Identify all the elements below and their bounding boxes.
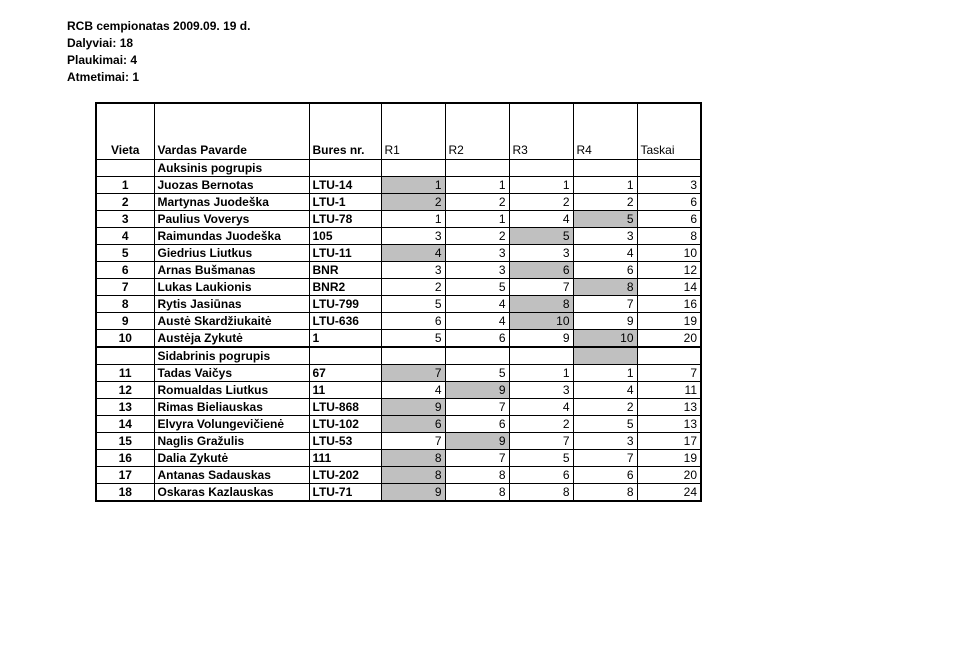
place-cell: 10 (96, 330, 154, 348)
col-header-sail: Bures nr. (309, 103, 381, 160)
group-label: Auksinis pogrupis (154, 160, 309, 177)
col-header-r2: R2 (445, 103, 509, 160)
race-r3-cell: 3 (509, 245, 573, 262)
points-cell: 6 (637, 194, 701, 211)
participants-count: Dalyviai: 18 (67, 36, 134, 50)
group-empty-cell (445, 347, 509, 365)
group-empty-cell (445, 160, 509, 177)
race-r2-cell: 1 (445, 211, 509, 228)
race-r3-cell: 8 (509, 296, 573, 313)
name-cell: Lukas Laukionis (154, 279, 309, 296)
race-r1-cell: 2 (381, 279, 445, 296)
name-cell: Giedrius Liutkus (154, 245, 309, 262)
race-r3-cell: 1 (509, 177, 573, 194)
points-cell: 20 (637, 467, 701, 484)
points-cell: 17 (637, 433, 701, 450)
race-r2-cell: 2 (445, 194, 509, 211)
place-cell: 14 (96, 416, 154, 433)
race-r1-cell: 6 (381, 416, 445, 433)
race-r3-cell: 5 (509, 228, 573, 245)
name-cell: Austėja Zykutė (154, 330, 309, 348)
race-r4-cell: 3 (573, 433, 637, 450)
name-cell: Romualdas Liutkus (154, 382, 309, 399)
race-r4-cell: 5 (573, 416, 637, 433)
race-r4-cell: 6 (573, 467, 637, 484)
place-cell: 4 (96, 228, 154, 245)
table-row (96, 245, 701, 262)
group-empty-cell (381, 160, 445, 177)
table-row (96, 484, 701, 502)
points-cell: 13 (637, 416, 701, 433)
name-cell: Tadas Vaičys (154, 365, 309, 382)
race-r1-cell: 9 (381, 399, 445, 416)
document-header (67, 18, 250, 86)
name-cell: Antanas Sadauskas (154, 467, 309, 484)
table-row (96, 433, 701, 450)
points-cell: 8 (637, 228, 701, 245)
race-r4-cell: 3 (573, 228, 637, 245)
race-r2-cell: 9 (445, 382, 509, 399)
table-row (96, 228, 701, 245)
race-r2-cell: 8 (445, 484, 509, 502)
table-row (96, 399, 701, 416)
race-r3-cell: 2 (509, 194, 573, 211)
race-r1-cell: 6 (381, 313, 445, 330)
points-cell: 20 (637, 330, 701, 348)
table-row (96, 177, 701, 194)
race-r4-cell: 6 (573, 262, 637, 279)
discards-count: Atmetimai: 1 (67, 70, 140, 84)
place-cell: 5 (96, 245, 154, 262)
race-r4-cell: 5 (573, 211, 637, 228)
races-count: Plaukimai: 4 (67, 53, 138, 67)
place-cell: 18 (96, 484, 154, 502)
sail-number-cell: LTU-53 (309, 433, 381, 450)
points-cell: 12 (637, 262, 701, 279)
table-row (96, 330, 701, 348)
place-cell: 7 (96, 279, 154, 296)
col-header-place: Vieta (96, 103, 154, 160)
race-r2-cell: 2 (445, 228, 509, 245)
table-row (96, 194, 701, 211)
table-row (96, 262, 701, 279)
table-row (96, 279, 701, 296)
name-cell: Arnas Bušmanas (154, 262, 309, 279)
points-cell: 3 (637, 177, 701, 194)
name-cell: Dalia Zykutė (154, 450, 309, 467)
sail-number-cell: LTU-1 (309, 194, 381, 211)
name-cell: Elvyra Volungevičienė (154, 416, 309, 433)
race-r4-cell: 1 (573, 177, 637, 194)
race-r3-cell: 7 (509, 279, 573, 296)
race-r3-cell: 3 (509, 382, 573, 399)
points-cell: 11 (637, 382, 701, 399)
race-r3-cell: 8 (509, 484, 573, 502)
table-row (96, 211, 701, 228)
race-r3-cell: 7 (509, 433, 573, 450)
race-r1-cell: 5 (381, 296, 445, 313)
group-empty-cell (309, 347, 381, 365)
race-r4-cell: 9 (573, 313, 637, 330)
race-r1-cell: 4 (381, 245, 445, 262)
race-r2-cell: 3 (445, 262, 509, 279)
place-cell: 1 (96, 177, 154, 194)
group-empty-cell (309, 160, 381, 177)
group-header-row (96, 347, 701, 365)
race-r3-cell: 4 (509, 211, 573, 228)
race-r1-cell: 3 (381, 228, 445, 245)
sail-number-cell: LTU-868 (309, 399, 381, 416)
group-empty-cell (573, 347, 637, 365)
place-cell: 9 (96, 313, 154, 330)
group-place-empty (96, 160, 154, 177)
sail-number-cell: LTU-102 (309, 416, 381, 433)
race-r3-cell: 6 (509, 262, 573, 279)
points-cell: 13 (637, 399, 701, 416)
table-row (96, 296, 701, 313)
race-r4-cell: 4 (573, 245, 637, 262)
race-r4-cell: 8 (573, 279, 637, 296)
race-r2-cell: 4 (445, 296, 509, 313)
table-row (96, 382, 701, 399)
championship-title: RCB cempionatas 2009.09. 19 d. (67, 19, 251, 33)
race-r2-cell: 7 (445, 399, 509, 416)
place-cell: 13 (96, 399, 154, 416)
race-r2-cell: 6 (445, 416, 509, 433)
sail-number-cell: LTU-14 (309, 177, 381, 194)
sail-number-cell: 111 (309, 450, 381, 467)
place-cell: 8 (96, 296, 154, 313)
race-r1-cell: 1 (381, 177, 445, 194)
race-r2-cell: 5 (445, 365, 509, 382)
race-r1-cell: 2 (381, 194, 445, 211)
place-cell: 12 (96, 382, 154, 399)
group-empty-cell (637, 347, 701, 365)
sail-number-cell: 105 (309, 228, 381, 245)
place-cell: 3 (96, 211, 154, 228)
sail-number-cell: 1 (309, 330, 381, 348)
group-empty-cell (573, 160, 637, 177)
name-cell: Austė Skardžiukaitė (154, 313, 309, 330)
race-r4-cell: 4 (573, 382, 637, 399)
race-r1-cell: 4 (381, 382, 445, 399)
table-row (96, 313, 701, 330)
sail-number-cell: LTU-799 (309, 296, 381, 313)
points-cell: 7 (637, 365, 701, 382)
race-r2-cell: 4 (445, 313, 509, 330)
place-cell: 6 (96, 262, 154, 279)
race-r3-cell: 5 (509, 450, 573, 467)
race-r3-cell: 2 (509, 416, 573, 433)
results-table (95, 102, 702, 502)
points-cell: 19 (637, 450, 701, 467)
race-r1-cell: 5 (381, 330, 445, 348)
race-r2-cell: 7 (445, 450, 509, 467)
col-header-r1: R1 (381, 103, 445, 160)
col-header-name: Vardas Pavarde (154, 103, 309, 160)
points-cell: 24 (637, 484, 701, 502)
sail-number-cell: LTU-202 (309, 467, 381, 484)
col-header-r4: R4 (573, 103, 637, 160)
race-r2-cell: 5 (445, 279, 509, 296)
sail-number-cell: LTU-636 (309, 313, 381, 330)
points-cell: 10 (637, 245, 701, 262)
place-cell: 16 (96, 450, 154, 467)
race-r1-cell: 8 (381, 450, 445, 467)
points-cell: 14 (637, 279, 701, 296)
race-r2-cell: 9 (445, 433, 509, 450)
race-r1-cell: 1 (381, 211, 445, 228)
race-r1-cell: 3 (381, 262, 445, 279)
place-cell: 15 (96, 433, 154, 450)
race-r3-cell: 9 (509, 330, 573, 348)
race-r3-cell: 6 (509, 467, 573, 484)
sail-number-cell: 11 (309, 382, 381, 399)
group-label: Sidabrinis pogrupis (154, 347, 309, 365)
sail-number-cell: LTU-71 (309, 484, 381, 502)
race-r2-cell: 3 (445, 245, 509, 262)
race-r4-cell: 7 (573, 450, 637, 467)
points-cell: 16 (637, 296, 701, 313)
name-cell: Paulius Voverys (154, 211, 309, 228)
race-r3-cell: 10 (509, 313, 573, 330)
group-empty-cell (637, 160, 701, 177)
col-header-r3: R3 (509, 103, 573, 160)
race-r4-cell: 8 (573, 484, 637, 502)
group-empty-cell (509, 160, 573, 177)
name-cell: Martynas Juodeška (154, 194, 309, 211)
name-cell: Naglis Gražulis (154, 433, 309, 450)
race-r4-cell: 7 (573, 296, 637, 313)
sail-number-cell: BNR2 (309, 279, 381, 296)
group-place-empty (96, 347, 154, 365)
name-cell: Raimundas Juodeška (154, 228, 309, 245)
sail-number-cell: BNR (309, 262, 381, 279)
sail-number-cell: LTU-11 (309, 245, 381, 262)
race-r2-cell: 1 (445, 177, 509, 194)
race-r1-cell: 7 (381, 365, 445, 382)
name-cell: Juozas Bernotas (154, 177, 309, 194)
place-cell: 17 (96, 467, 154, 484)
race-r1-cell: 9 (381, 484, 445, 502)
race-r3-cell: 4 (509, 399, 573, 416)
table-row (96, 450, 701, 467)
header-row (96, 103, 701, 160)
table-row (96, 467, 701, 484)
race-r4-cell: 2 (573, 194, 637, 211)
race-r2-cell: 6 (445, 330, 509, 348)
name-cell: Rimas Bieliauskas (154, 399, 309, 416)
name-cell: Oskaras Kazlauskas (154, 484, 309, 502)
race-r3-cell: 1 (509, 365, 573, 382)
place-cell: 11 (96, 365, 154, 382)
group-header-row (96, 160, 701, 177)
race-r4-cell: 2 (573, 399, 637, 416)
points-cell: 6 (637, 211, 701, 228)
sail-number-cell: LTU-78 (309, 211, 381, 228)
points-cell: 19 (637, 313, 701, 330)
table-row (96, 416, 701, 433)
race-r4-cell: 1 (573, 365, 637, 382)
race-r1-cell: 7 (381, 433, 445, 450)
sail-number-cell: 67 (309, 365, 381, 382)
race-r2-cell: 8 (445, 467, 509, 484)
col-header-points: Taskai (637, 103, 701, 160)
name-cell: Rytis Jasiūnas (154, 296, 309, 313)
race-r1-cell: 8 (381, 467, 445, 484)
table-row (96, 365, 701, 382)
race-r4-cell: 10 (573, 330, 637, 348)
place-cell: 2 (96, 194, 154, 211)
group-empty-cell (509, 347, 573, 365)
group-empty-cell (381, 347, 445, 365)
